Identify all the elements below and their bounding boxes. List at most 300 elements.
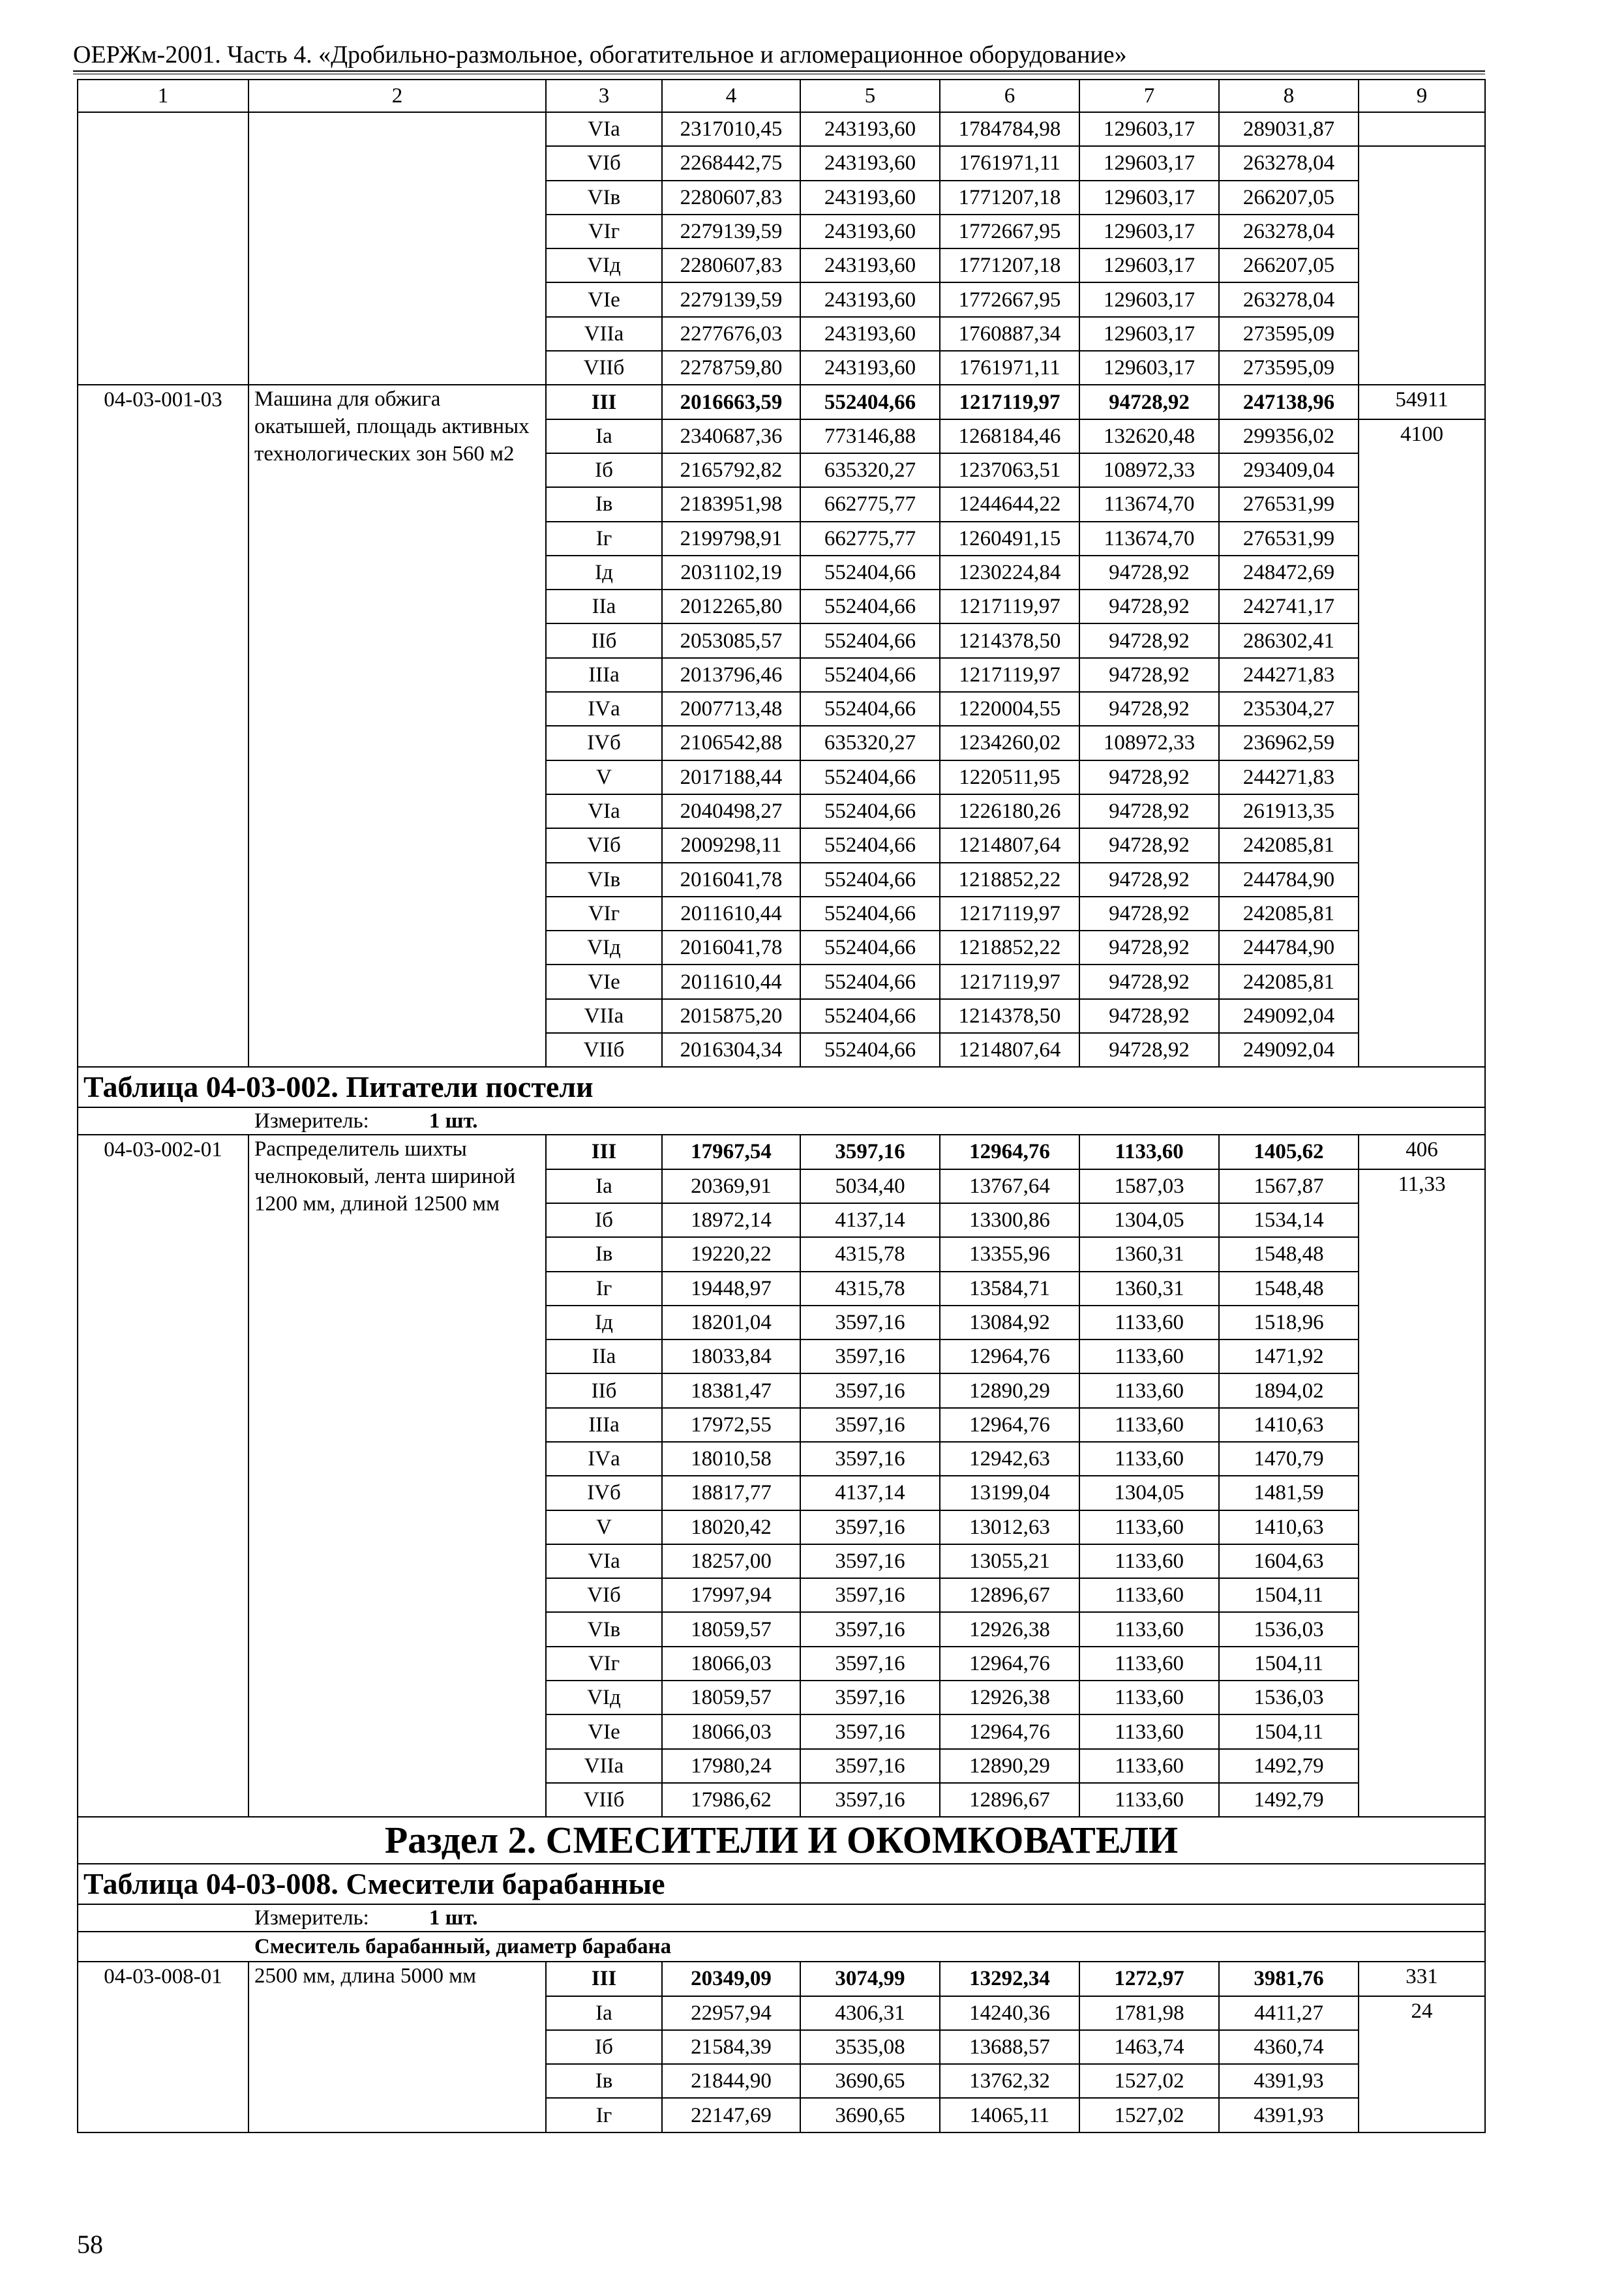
zone-cell: VIIа	[546, 999, 662, 1033]
value-cell: 22957,94	[662, 1996, 800, 2030]
value-cell: 1133,60	[1079, 1681, 1219, 1714]
zone-cell: III	[546, 1962, 662, 1996]
value-cell: 1470,79	[1219, 1442, 1359, 1476]
value-cell: 235304,27	[1219, 692, 1359, 726]
zone-cell: VIа	[546, 794, 662, 828]
item-name: Распределитель шихты челноковый, лента шириной 1200 мм, длиной 12500 мм	[248, 1135, 546, 1817]
measure-value: 1 шт.	[429, 1906, 478, 1930]
value-cell: 4315,78	[800, 1237, 940, 1271]
value-cell: 12890,29	[940, 1749, 1079, 1783]
value-cell: 2277676,03	[662, 317, 800, 351]
zone-cell: Iв	[546, 2064, 662, 2098]
page-header: ОЕРЖм-2001. Часть 4. «Дробильно-размольное, обогатительное и агломерационное оборудование»	[73, 41, 1127, 68]
value-cell: 3597,16	[800, 1373, 940, 1407]
value-cell: 1761971,11	[940, 351, 1079, 385]
value-cell: 17980,24	[662, 1749, 800, 1783]
value-cell: 94728,92	[1079, 658, 1219, 692]
value-cell: 244271,83	[1219, 658, 1359, 692]
value-cell: 1218852,22	[940, 863, 1079, 897]
value-cell: 3597,16	[800, 1135, 940, 1169]
value-cell: 242085,81	[1219, 897, 1359, 931]
value-cell: 18010,58	[662, 1442, 800, 1476]
value-cell: 17986,62	[662, 1783, 800, 1817]
zone-cell: IIб	[546, 623, 662, 657]
value-cell: 94728,92	[1079, 863, 1219, 897]
col9-value: 24	[1359, 1996, 1485, 2132]
zone-cell: Iб	[546, 453, 662, 487]
zone-cell: VIб	[546, 1578, 662, 1612]
value-cell: 18201,04	[662, 1306, 800, 1339]
value-cell: 4137,14	[800, 1203, 940, 1237]
value-cell: 94728,92	[1079, 692, 1219, 726]
value-cell: 1133,60	[1079, 1714, 1219, 1748]
value-cell: 2040498,27	[662, 794, 800, 828]
value-cell: 552404,66	[800, 1033, 940, 1067]
value-cell: 1410,63	[1219, 1408, 1359, 1442]
value-cell: 243193,60	[800, 351, 940, 385]
value-cell: 662775,77	[800, 487, 940, 521]
value-cell: 1567,87	[1219, 1169, 1359, 1203]
measure-value: 1 шт.	[429, 1109, 478, 1133]
column-number: 8	[1219, 80, 1359, 112]
measure-row	[78, 1904, 1485, 1932]
value-cell: 12964,76	[940, 1714, 1079, 1748]
value-cell: 17967,54	[662, 1135, 800, 1169]
zone-cell: IVа	[546, 692, 662, 726]
value-cell: 20349,09	[662, 1962, 800, 1996]
value-cell: 3597,16	[800, 1578, 940, 1612]
value-cell: 552404,66	[800, 863, 940, 897]
value-cell: 635320,27	[800, 726, 940, 760]
value-cell: 1230224,84	[940, 556, 1079, 590]
zone-cell: Iг	[546, 1272, 662, 1306]
value-cell: 12896,67	[940, 1578, 1079, 1612]
value-cell: 12890,29	[940, 1373, 1079, 1407]
value-cell: 13292,34	[940, 1962, 1079, 1996]
value-cell: 3597,16	[800, 1408, 940, 1442]
value-cell: 18059,57	[662, 1612, 800, 1646]
value-cell: 2016663,59	[662, 385, 800, 419]
value-cell: 2279139,59	[662, 215, 800, 248]
col9-value: 406	[1359, 1135, 1485, 1169]
zone-cell: Iв	[546, 487, 662, 521]
value-cell: 129603,17	[1079, 351, 1219, 385]
value-cell: 299356,02	[1219, 419, 1359, 453]
column-number: 6	[940, 80, 1079, 112]
value-cell: 2011610,44	[662, 965, 800, 998]
zone-cell: Iг	[546, 522, 662, 556]
value-cell: 129603,17	[1079, 112, 1219, 146]
zone-cell: IIа	[546, 1339, 662, 1373]
value-cell: 18059,57	[662, 1681, 800, 1714]
measure-cell	[78, 1107, 1485, 1135]
value-cell: 3597,16	[800, 1681, 940, 1714]
value-cell: 1504,11	[1219, 1714, 1359, 1748]
value-cell: 13767,64	[940, 1169, 1079, 1203]
value-cell: 552404,66	[800, 931, 940, 965]
value-cell: 3981,76	[1219, 1962, 1359, 1996]
value-cell: 3690,65	[800, 2064, 940, 2098]
value-cell: 18066,03	[662, 1647, 800, 1681]
item-code: 04-03-008-01	[78, 1962, 248, 2132]
zone-cell: VIб	[546, 146, 662, 180]
column-number: 3	[546, 80, 662, 112]
zone-cell: Iв	[546, 1237, 662, 1271]
value-cell: 1304,05	[1079, 1476, 1219, 1510]
value-cell: 2013796,46	[662, 658, 800, 692]
zone-cell: VIIа	[546, 317, 662, 351]
value-cell: 552404,66	[800, 999, 940, 1033]
section-title: Раздел 2. СМЕСИТЕЛИ И ОКОМКОВАТЕЛИ	[78, 1817, 1485, 1864]
value-cell: 19220,22	[662, 1237, 800, 1271]
value-cell: 242741,17	[1219, 590, 1359, 623]
value-cell: 1504,11	[1219, 1578, 1359, 1612]
value-cell: 3597,16	[800, 1647, 940, 1681]
value-cell: 1133,60	[1079, 1749, 1219, 1783]
value-cell: 1760887,34	[940, 317, 1079, 351]
column-numbers-row	[78, 80, 1485, 112]
value-cell: 4315,78	[800, 1272, 940, 1306]
value-cell: 263278,04	[1219, 215, 1359, 248]
value-cell: 1304,05	[1079, 1203, 1219, 1237]
table-title: Таблица 04-03-008. Смесители барабанные	[78, 1864, 1485, 1904]
value-cell: 1133,60	[1079, 1578, 1219, 1612]
value-cell: 552404,66	[800, 556, 940, 590]
value-cell: 1772667,95	[940, 282, 1079, 316]
value-cell: 1133,60	[1079, 1339, 1219, 1373]
value-cell: 1272,97	[1079, 1962, 1219, 1996]
value-cell: 3597,16	[800, 1339, 940, 1373]
value-cell: 4306,31	[800, 1996, 940, 2030]
value-cell: 1133,60	[1079, 1442, 1219, 1476]
zone-cell: VIг	[546, 897, 662, 931]
col9-value: 4100	[1359, 419, 1485, 1068]
value-cell: 552404,66	[800, 965, 940, 998]
zone-cell: III	[546, 385, 662, 419]
value-cell: 19448,97	[662, 1272, 800, 1306]
value-cell: 129603,17	[1079, 282, 1219, 316]
item-name: 2500 мм, длина 5000 мм	[248, 1962, 546, 2132]
value-cell: 1492,79	[1219, 1749, 1359, 1783]
zone-cell: VIг	[546, 1647, 662, 1681]
value-cell: 2011610,44	[662, 897, 800, 931]
value-cell: 552404,66	[800, 794, 940, 828]
value-cell: 2031102,19	[662, 556, 800, 590]
value-cell: 3597,16	[800, 1714, 940, 1748]
table-title: Таблица 04-03-002. Питатели постели	[78, 1067, 1485, 1107]
zone-cell: IVб	[546, 726, 662, 760]
zone-cell: VIIа	[546, 1749, 662, 1783]
value-cell: 94728,92	[1079, 931, 1219, 965]
column-number: 4	[662, 80, 800, 112]
value-cell: 243193,60	[800, 146, 940, 180]
value-cell: 635320,27	[800, 453, 940, 487]
value-cell: 1214378,50	[940, 623, 1079, 657]
value-cell: 1217119,97	[940, 658, 1079, 692]
table-row	[78, 385, 1485, 419]
value-cell: 17997,94	[662, 1578, 800, 1612]
value-cell: 552404,66	[800, 658, 940, 692]
zone-cell: VIв	[546, 863, 662, 897]
value-cell: 94728,92	[1079, 556, 1219, 590]
value-cell: 3597,16	[800, 1442, 940, 1476]
value-cell: 2199798,91	[662, 522, 800, 556]
value-cell: 4391,93	[1219, 2064, 1359, 2098]
value-cell: 3597,16	[800, 1510, 940, 1544]
value-cell: 249092,04	[1219, 1033, 1359, 1067]
value-cell: 94728,92	[1079, 590, 1219, 623]
zone-cell: VIб	[546, 828, 662, 862]
value-cell: 3074,99	[800, 1962, 940, 1996]
value-cell: 261913,35	[1219, 794, 1359, 828]
zone-cell: Iд	[546, 556, 662, 590]
value-cell: 129603,17	[1079, 181, 1219, 215]
value-cell: 13055,21	[940, 1544, 1079, 1578]
value-cell: 2278759,80	[662, 351, 800, 385]
value-cell: 108972,33	[1079, 453, 1219, 487]
value-cell: 1217119,97	[940, 965, 1079, 998]
zone-cell: Iа	[546, 1996, 662, 2030]
value-cell: 1534,14	[1219, 1203, 1359, 1237]
zone-cell: Iб	[546, 2030, 662, 2064]
value-cell: 94728,92	[1079, 794, 1219, 828]
item-name: Машина для обжига окатышей, площадь активных технологических зон 560 м2	[248, 385, 546, 1067]
value-cell: 21844,90	[662, 2064, 800, 2098]
value-cell: 3690,65	[800, 2098, 940, 2132]
table-title-row	[78, 1864, 1485, 1904]
value-cell: 2016304,34	[662, 1033, 800, 1067]
value-cell: 1772667,95	[940, 215, 1079, 248]
value-cell: 263278,04	[1219, 146, 1359, 180]
value-cell: 247138,96	[1219, 385, 1359, 419]
zone-cell: Iг	[546, 2098, 662, 2132]
zone-cell: III	[546, 1135, 662, 1169]
value-cell: 1220004,55	[940, 692, 1079, 726]
value-cell: 12926,38	[940, 1681, 1079, 1714]
value-cell: 18066,03	[662, 1714, 800, 1748]
value-cell: 2280607,83	[662, 181, 800, 215]
section-title-row	[78, 1817, 1485, 1864]
value-cell: 293409,04	[1219, 453, 1359, 487]
zone-cell: VIе	[546, 965, 662, 998]
value-cell: 243193,60	[800, 112, 940, 146]
value-cell: 4391,93	[1219, 2098, 1359, 2132]
value-cell: 113674,70	[1079, 487, 1219, 521]
value-cell: 1527,02	[1079, 2064, 1219, 2098]
value-cell: 1226180,26	[940, 794, 1079, 828]
zone-cell: V	[546, 1510, 662, 1544]
value-cell: 552404,66	[800, 590, 940, 623]
value-cell: 244784,90	[1219, 931, 1359, 965]
value-cell: 94728,92	[1079, 1033, 1219, 1067]
value-cell: 2183951,98	[662, 487, 800, 521]
value-cell: 552404,66	[800, 385, 940, 419]
table-row	[78, 1135, 1485, 1169]
value-cell: 12964,76	[940, 1339, 1079, 1373]
value-cell: 2009298,11	[662, 828, 800, 862]
value-cell: 18257,00	[662, 1544, 800, 1578]
value-cell: 1217119,97	[940, 590, 1079, 623]
zone-cell: IIIа	[546, 1408, 662, 1442]
value-cell: 1133,60	[1079, 1510, 1219, 1544]
value-cell: 248472,69	[1219, 556, 1359, 590]
value-cell: 242085,81	[1219, 965, 1359, 998]
page-number: 58	[77, 2230, 103, 2259]
value-cell: 276531,99	[1219, 487, 1359, 521]
value-cell: 286302,41	[1219, 623, 1359, 657]
item-code: 04-03-002-01	[78, 1135, 248, 1817]
value-cell: 13199,04	[940, 1476, 1079, 1510]
value-cell: 12942,63	[940, 1442, 1079, 1476]
value-cell: 14240,36	[940, 1996, 1079, 2030]
value-cell: 1234260,02	[940, 726, 1079, 760]
value-cell: 129603,17	[1079, 317, 1219, 351]
value-cell: 94728,92	[1079, 965, 1219, 998]
value-cell: 2053085,57	[662, 623, 800, 657]
col9-value: 11,33	[1359, 1169, 1485, 1818]
value-cell: 13762,32	[940, 2064, 1079, 2098]
measure-row	[78, 1107, 1485, 1135]
value-cell: 236962,59	[1219, 726, 1359, 760]
value-cell: 94728,92	[1079, 385, 1219, 419]
value-cell: 1217119,97	[940, 385, 1079, 419]
value-cell: 1214807,64	[940, 828, 1079, 862]
value-cell: 12964,76	[940, 1408, 1079, 1442]
value-cell: 552404,66	[800, 623, 940, 657]
value-cell: 3535,08	[800, 2030, 940, 2064]
zone-cell: VIIб	[546, 1783, 662, 1817]
value-cell: 243193,60	[800, 181, 940, 215]
column-number: 9	[1359, 80, 1485, 112]
value-cell: 1471,92	[1219, 1339, 1359, 1373]
value-cell: 1220511,95	[940, 760, 1079, 794]
value-cell: 13584,71	[940, 1272, 1079, 1306]
value-cell: 129603,17	[1079, 248, 1219, 282]
value-cell: 2279139,59	[662, 282, 800, 316]
value-cell: 18817,77	[662, 1476, 800, 1510]
value-cell: 1894,02	[1219, 1373, 1359, 1407]
value-cell: 94728,92	[1079, 828, 1219, 862]
value-cell: 1548,48	[1219, 1237, 1359, 1271]
col9-value: 54911	[1359, 385, 1485, 419]
value-cell: 662775,77	[800, 522, 940, 556]
column-number: 1	[78, 80, 248, 112]
zone-cell: VIе	[546, 282, 662, 316]
zone-cell: Iд	[546, 1306, 662, 1339]
value-cell: 18972,14	[662, 1203, 800, 1237]
value-cell: 2016041,78	[662, 863, 800, 897]
value-cell: 1260491,15	[940, 522, 1079, 556]
value-cell: 20369,91	[662, 1169, 800, 1203]
value-cell: 1536,03	[1219, 1612, 1359, 1646]
value-cell: 4360,74	[1219, 2030, 1359, 2064]
col9-value	[1359, 112, 1485, 146]
value-cell: 12964,76	[940, 1135, 1079, 1169]
zone-cell: VIIб	[546, 351, 662, 385]
value-cell: 2016041,78	[662, 931, 800, 965]
value-cell: 1463,74	[1079, 2030, 1219, 2064]
zone-cell: VIа	[546, 112, 662, 146]
value-cell: 108972,33	[1079, 726, 1219, 760]
item-name	[248, 112, 546, 385]
zone-cell: IVа	[546, 1442, 662, 1476]
value-cell: 1405,62	[1219, 1135, 1359, 1169]
value-cell: 263278,04	[1219, 282, 1359, 316]
value-cell: 1771207,18	[940, 181, 1079, 215]
value-cell: 4411,27	[1219, 1996, 1359, 2030]
value-cell: 289031,87	[1219, 112, 1359, 146]
zone-cell: VIг	[546, 215, 662, 248]
value-cell: 1527,02	[1079, 2098, 1219, 2132]
value-cell: 17972,55	[662, 1408, 800, 1442]
value-cell: 1536,03	[1219, 1681, 1359, 1714]
value-cell: 276531,99	[1219, 522, 1359, 556]
column-number: 7	[1079, 80, 1219, 112]
zone-cell: VIв	[546, 181, 662, 215]
value-cell: 243193,60	[800, 317, 940, 351]
value-cell: 1587,03	[1079, 1169, 1219, 1203]
value-cell: 12964,76	[940, 1647, 1079, 1681]
zone-cell: IIа	[546, 590, 662, 623]
value-cell: 1214807,64	[940, 1033, 1079, 1067]
value-cell: 243193,60	[800, 215, 940, 248]
value-cell: 552404,66	[800, 897, 940, 931]
value-cell: 113674,70	[1079, 522, 1219, 556]
value-cell: 1781,98	[1079, 1996, 1219, 2030]
value-cell: 1133,60	[1079, 1783, 1219, 1817]
zone-cell: VIд	[546, 248, 662, 282]
value-cell: 1548,48	[1219, 1272, 1359, 1306]
price-table	[77, 79, 1486, 2133]
value-cell: 552404,66	[800, 828, 940, 862]
value-cell: 2340687,36	[662, 419, 800, 453]
value-cell: 2317010,45	[662, 112, 800, 146]
column-number: 5	[800, 80, 940, 112]
value-cell: 18033,84	[662, 1339, 800, 1373]
header-rule	[73, 70, 1485, 72]
table-row	[78, 112, 1485, 146]
value-cell: 1360,31	[1079, 1272, 1219, 1306]
value-cell: 132620,48	[1079, 419, 1219, 453]
value-cell: 13084,92	[940, 1306, 1079, 1339]
value-cell: 1133,60	[1079, 1647, 1219, 1681]
value-cell: 1784784,98	[940, 112, 1079, 146]
value-cell: 1217119,97	[940, 897, 1079, 931]
zone-cell: VIа	[546, 1544, 662, 1578]
value-cell: 273595,09	[1219, 351, 1359, 385]
value-cell: 129603,17	[1079, 215, 1219, 248]
value-cell: 3597,16	[800, 1612, 940, 1646]
value-cell: 3597,16	[800, 1749, 940, 1783]
value-cell: 12926,38	[940, 1612, 1079, 1646]
col9-value	[1359, 146, 1485, 385]
zone-cell: VIд	[546, 1681, 662, 1714]
value-cell: 1492,79	[1219, 1783, 1359, 1817]
value-cell: 13355,96	[940, 1237, 1079, 1271]
value-cell: 1604,63	[1219, 1544, 1359, 1578]
zone-cell: IIб	[546, 1373, 662, 1407]
value-cell: 1268184,46	[940, 419, 1079, 453]
value-cell: 94728,92	[1079, 623, 1219, 657]
value-cell: 12896,67	[940, 1783, 1079, 1817]
value-cell: 1218852,22	[940, 931, 1079, 965]
value-cell: 13688,57	[940, 2030, 1079, 2064]
item-code	[78, 112, 248, 385]
value-cell: 266207,05	[1219, 181, 1359, 215]
value-cell: 94728,92	[1079, 897, 1219, 931]
value-cell: 21584,39	[662, 2030, 800, 2064]
value-cell: 1410,63	[1219, 1510, 1359, 1544]
